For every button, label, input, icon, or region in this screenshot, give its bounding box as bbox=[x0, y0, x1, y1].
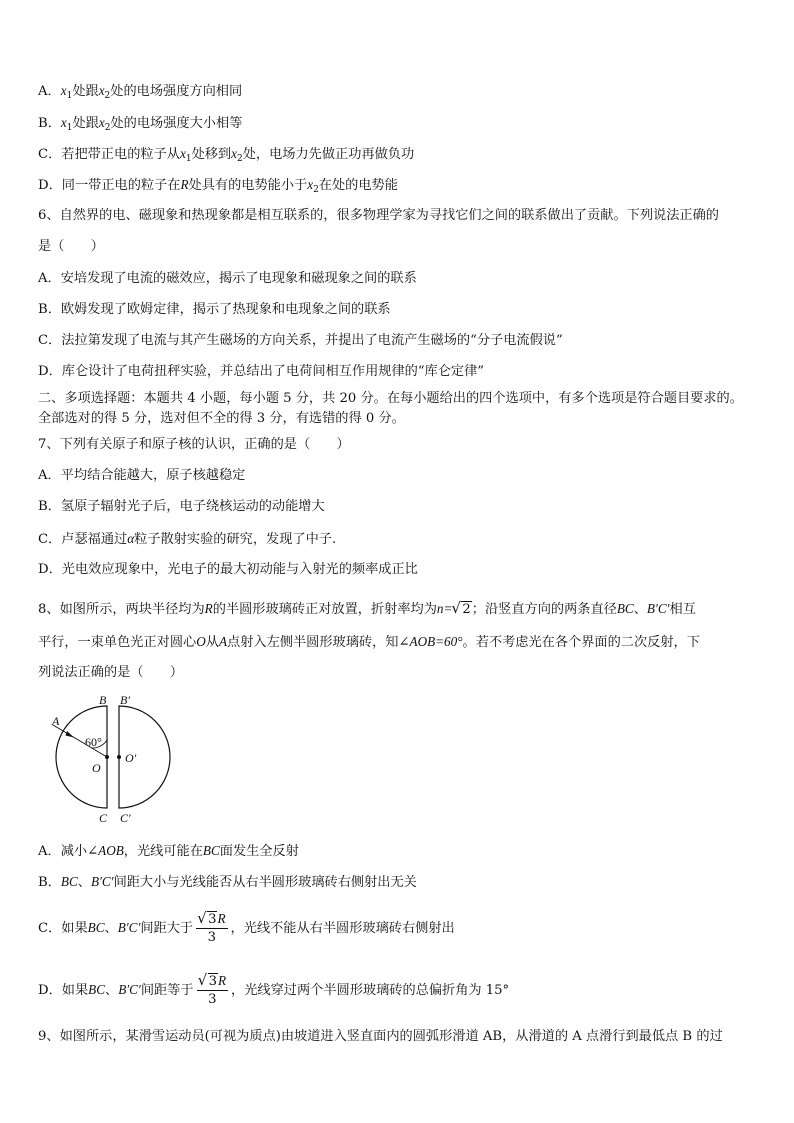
q8-stem-line3: 列说法正确的是（ ） bbox=[38, 665, 184, 680]
label-o: O bbox=[92, 761, 101, 775]
ray-arrow-icon bbox=[66, 731, 75, 738]
fraction-sqrt3r-over-3: √ $\frac{3R}{3}$ bbox=[197, 973, 228, 1008]
label-o-prime: O′ bbox=[125, 751, 137, 765]
q6-option-d: D．库仑设计了电荷扭秤实验，并总结出了电荷间相互作用规律的“库仑定律” bbox=[38, 364, 485, 379]
q6-stem-line2: 是（ ） bbox=[38, 239, 104, 254]
q8-option-d: D．如果BC、B′C′间距等于 √ $\frac{3R}{3}$ ，光线穿过两个半圆形玻璃砖的总偏折角为 15° bbox=[38, 970, 760, 1011]
q7-option-d: D．光电效应现象中，光电子的最大初动能与入射光的频率成正比 bbox=[38, 562, 418, 577]
q7-stem: 7、下列有关原子和原子核的认识，正确的是（ ） bbox=[38, 437, 350, 452]
label-angle: 60° bbox=[85, 735, 102, 749]
q6-option-c: C．法拉第发现了电流与其产生磁场的方向关系，并提出了电流产生磁场的“分子电流假说” bbox=[38, 333, 563, 348]
label-b: B bbox=[99, 694, 107, 707]
q7-option-c: C．卢瑟福通过α粒子散射实验的研究，发现了中子. bbox=[38, 531, 337, 547]
label-a: A bbox=[52, 714, 60, 728]
q8-option-a: A．减小∠AOB，光线可能在BC面发生全反射 bbox=[38, 843, 299, 859]
q8-option-b: B．BC、B′C′间距大小与光线能否从右半圆形玻璃砖右侧射出无关 bbox=[38, 874, 417, 890]
q8-stem-line2: 平行，一束单色光正对圆心O从A点射入左侧半圆形玻璃砖，知∠AOB=60°。若不考虑光在各个界面的二次反射，下 bbox=[38, 634, 700, 650]
q6-option-a: A．安培发现了电流的磁效应，揭示了电现象和磁现象之间的联系 bbox=[38, 271, 417, 286]
q6-stem-line1: 6、自然界的电、磁现象和热现象都是相互联系的，很多物理学家为寻找它们之间的联系做出了贡献。下列说法正确的 bbox=[38, 208, 719, 223]
q5-option-b: B．$x_1$处跟$x_2$处的电场强度大小相等 bbox=[38, 115, 243, 133]
q5-option-a: A．$x_1$处跟$x_2$处的电场强度方向相同 bbox=[38, 83, 243, 101]
q6-option-b: B．欧姆发现了欧姆定律，揭示了热现象和电现象之间的联系 bbox=[38, 302, 391, 317]
q8-stem-line1: 8、如图所示，两块半径均为R的半圆形玻璃砖正对放置，折射率均为n=√ 2；沿竖直方向的两条直径BC、B′C′相互 bbox=[38, 600, 760, 619]
q5-option-c: C．若把带正电的粒子从$x_1$处移到$x_2$处，电场力先做正功再做负功 bbox=[38, 146, 415, 164]
sqrt-sign: √ 2 bbox=[452, 601, 471, 619]
q5-option-d: D．同一带正电的粒子在R处具有的电势能小于$x_2$在处的电势能 bbox=[38, 177, 398, 195]
label-c-prime: C′ bbox=[120, 811, 131, 825]
center-o-prime-dot bbox=[117, 755, 121, 759]
q8-option-c: C．如果BC、B′C′间距大于 √ $\frac{3R}{3}$ ，光线不能从右半圆形玻璃砖右侧射出 bbox=[38, 908, 760, 949]
section2-instructions-line2: 全部选对的得 5 分，选对但不全的得 3 分，有选错的得 0 分。 bbox=[38, 411, 405, 426]
fraction-sqrt3r-over-3: √ $\frac{3R}{3}$ bbox=[196, 911, 227, 946]
section2-instructions-line1: 二、多项选择题：本题共 4 小题，每小题 5 分，共 20 分。在每小题给出的四个选项中，有多个选项是符合题目要求的。 bbox=[38, 391, 743, 406]
semicircle-glass-diagram bbox=[44, 694, 174, 826]
q7-option-a: A．平均结合能越大，原子核越稳定 bbox=[38, 468, 246, 483]
q7-option-b: B．氢原子辐射光子后，电子绕核运动的动能增大 bbox=[38, 499, 325, 514]
label-b-prime: B′ bbox=[120, 694, 130, 707]
q9-stem-line1: 9、如图所示，某滑雪运动员(可视为质点)由坡道进入竖直面内的圆弧形滑道 AB，从滑道的 A 点滑行到最低点 B 的过 bbox=[38, 1029, 723, 1044]
left-semicircle-shape bbox=[56, 706, 107, 808]
label-c: C bbox=[99, 811, 108, 825]
center-o-dot bbox=[105, 755, 109, 759]
